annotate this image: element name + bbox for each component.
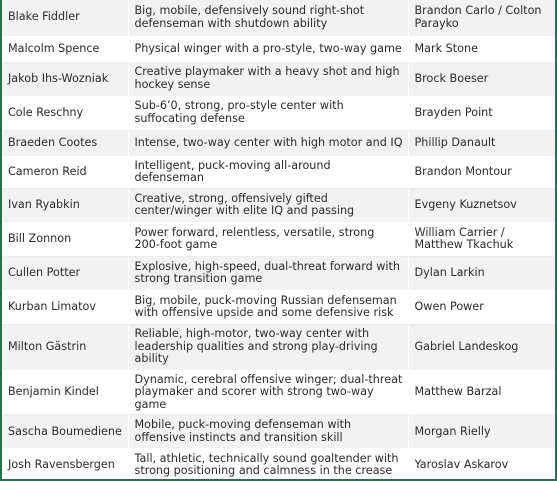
player-description-cell: Creative playmaker with a heavy shot and high hockey sense — [128, 62, 408, 96]
table-row — [2, 156, 555, 188]
nhl-comparison-cell: Brock Boeser — [408, 62, 555, 96]
nhl-comparison-cell: Phillip Danault — [408, 130, 555, 156]
player-name-cell: Ivan Ryabkin — [2, 188, 128, 222]
player-description-cell: Big, mobile, defensively sound right-shot defenseman with shutdown ability — [128, 0, 408, 36]
nhl-comparison-cell: Evgeny Kuznetsov — [408, 188, 555, 222]
nhl-comparison-cell: Gabriel Landeskog — [408, 324, 555, 370]
nhl-comparison-cell: Brayden Point — [408, 96, 555, 130]
player-name-cell: Cullen Potter — [2, 256, 128, 290]
player-description-cell: Intense, two-way center with high motor and IQ — [128, 130, 408, 156]
nhl-comparison-cell: Brandon Montour — [408, 156, 555, 188]
player-name-cell: Sascha Boumediene — [2, 415, 128, 449]
player-name-cell: Blake Fiddler — [2, 0, 128, 36]
table-row — [2, 324, 555, 370]
table-row — [2, 96, 555, 130]
table-row — [2, 188, 555, 222]
nhl-comparison-cell: William Carrier / Matthew Tkachuk — [408, 222, 555, 256]
nhl-comparison-cell: Morgan Rielly — [408, 415, 555, 449]
player-description-cell: Sub-6’0, strong, pro-style center with suffocating defense — [128, 96, 408, 130]
table-row — [2, 415, 555, 449]
player-name-cell: Cole Reschny — [2, 96, 128, 130]
player-description-cell: Dynamic, cerebral offensive winger; dual-threat playmaker and scorer with strong two-way game — [128, 370, 408, 415]
player-description-cell: Tall, athletic, technically sound goaltender with strong positioning and calmness in the crease — [128, 449, 408, 481]
nhl-comparison-cell: Matthew Barzal — [408, 370, 555, 415]
prospect-comparison-table — [2, 0, 555, 481]
player-name-cell: Kurban Limatov — [2, 290, 128, 324]
player-name-cell: Milton Gästrin — [2, 324, 128, 370]
player-description-cell: Explosive, high-speed, dual-threat forward with strong transition game — [128, 256, 408, 290]
player-description-cell: Reliable, high-motor, two-way center with leadership qualities and strong play-driving ability — [128, 324, 408, 370]
player-name-cell: Braeden Cootes — [2, 130, 128, 156]
table-row — [2, 222, 555, 256]
nhl-comparison-cell: Owen Power — [408, 290, 555, 324]
player-description-cell: Big, mobile, puck-moving Russian defenseman with offensive upside and some defensive risk — [128, 290, 408, 324]
nhl-comparison-cell: Mark Stone — [408, 36, 555, 62]
table-row — [2, 256, 555, 290]
player-name-cell: Jakob Ihs-Wozniak — [2, 62, 128, 96]
table-row — [2, 370, 555, 415]
player-name-cell: Bill Zonnon — [2, 222, 128, 256]
player-name-cell: Josh Ravensbergen — [2, 449, 128, 481]
player-description-cell: Creative, strong, offensively gifted center/winger with elite IQ and passing — [128, 188, 408, 222]
player-description-cell: Power forward, relentless, versatile, strong 200-foot game — [128, 222, 408, 256]
player-description-cell: Intelligent, puck-moving all-around defenseman — [128, 156, 408, 188]
table-row — [2, 36, 555, 62]
nhl-comparison-cell: Brandon Carlo / Colton Parayko — [408, 0, 555, 36]
table-row — [2, 290, 555, 324]
table-row — [2, 0, 555, 36]
player-description-cell: Mobile, puck-moving defenseman with offensive instincts and transition skill — [128, 415, 408, 449]
nhl-comparison-cell: Dylan Larkin — [408, 256, 555, 290]
table-row — [2, 449, 555, 481]
player-name-cell: Malcolm Spence — [2, 36, 128, 62]
table-row — [2, 62, 555, 96]
player-name-cell: Cameron Reid — [2, 156, 128, 188]
nhl-comparison-cell: Yaroslav Askarov — [408, 449, 555, 481]
player-description-cell: Physical winger with a pro-style, two-way game — [128, 36, 408, 62]
player-name-cell: Benjamin Kindel — [2, 370, 128, 415]
table-row — [2, 130, 555, 156]
